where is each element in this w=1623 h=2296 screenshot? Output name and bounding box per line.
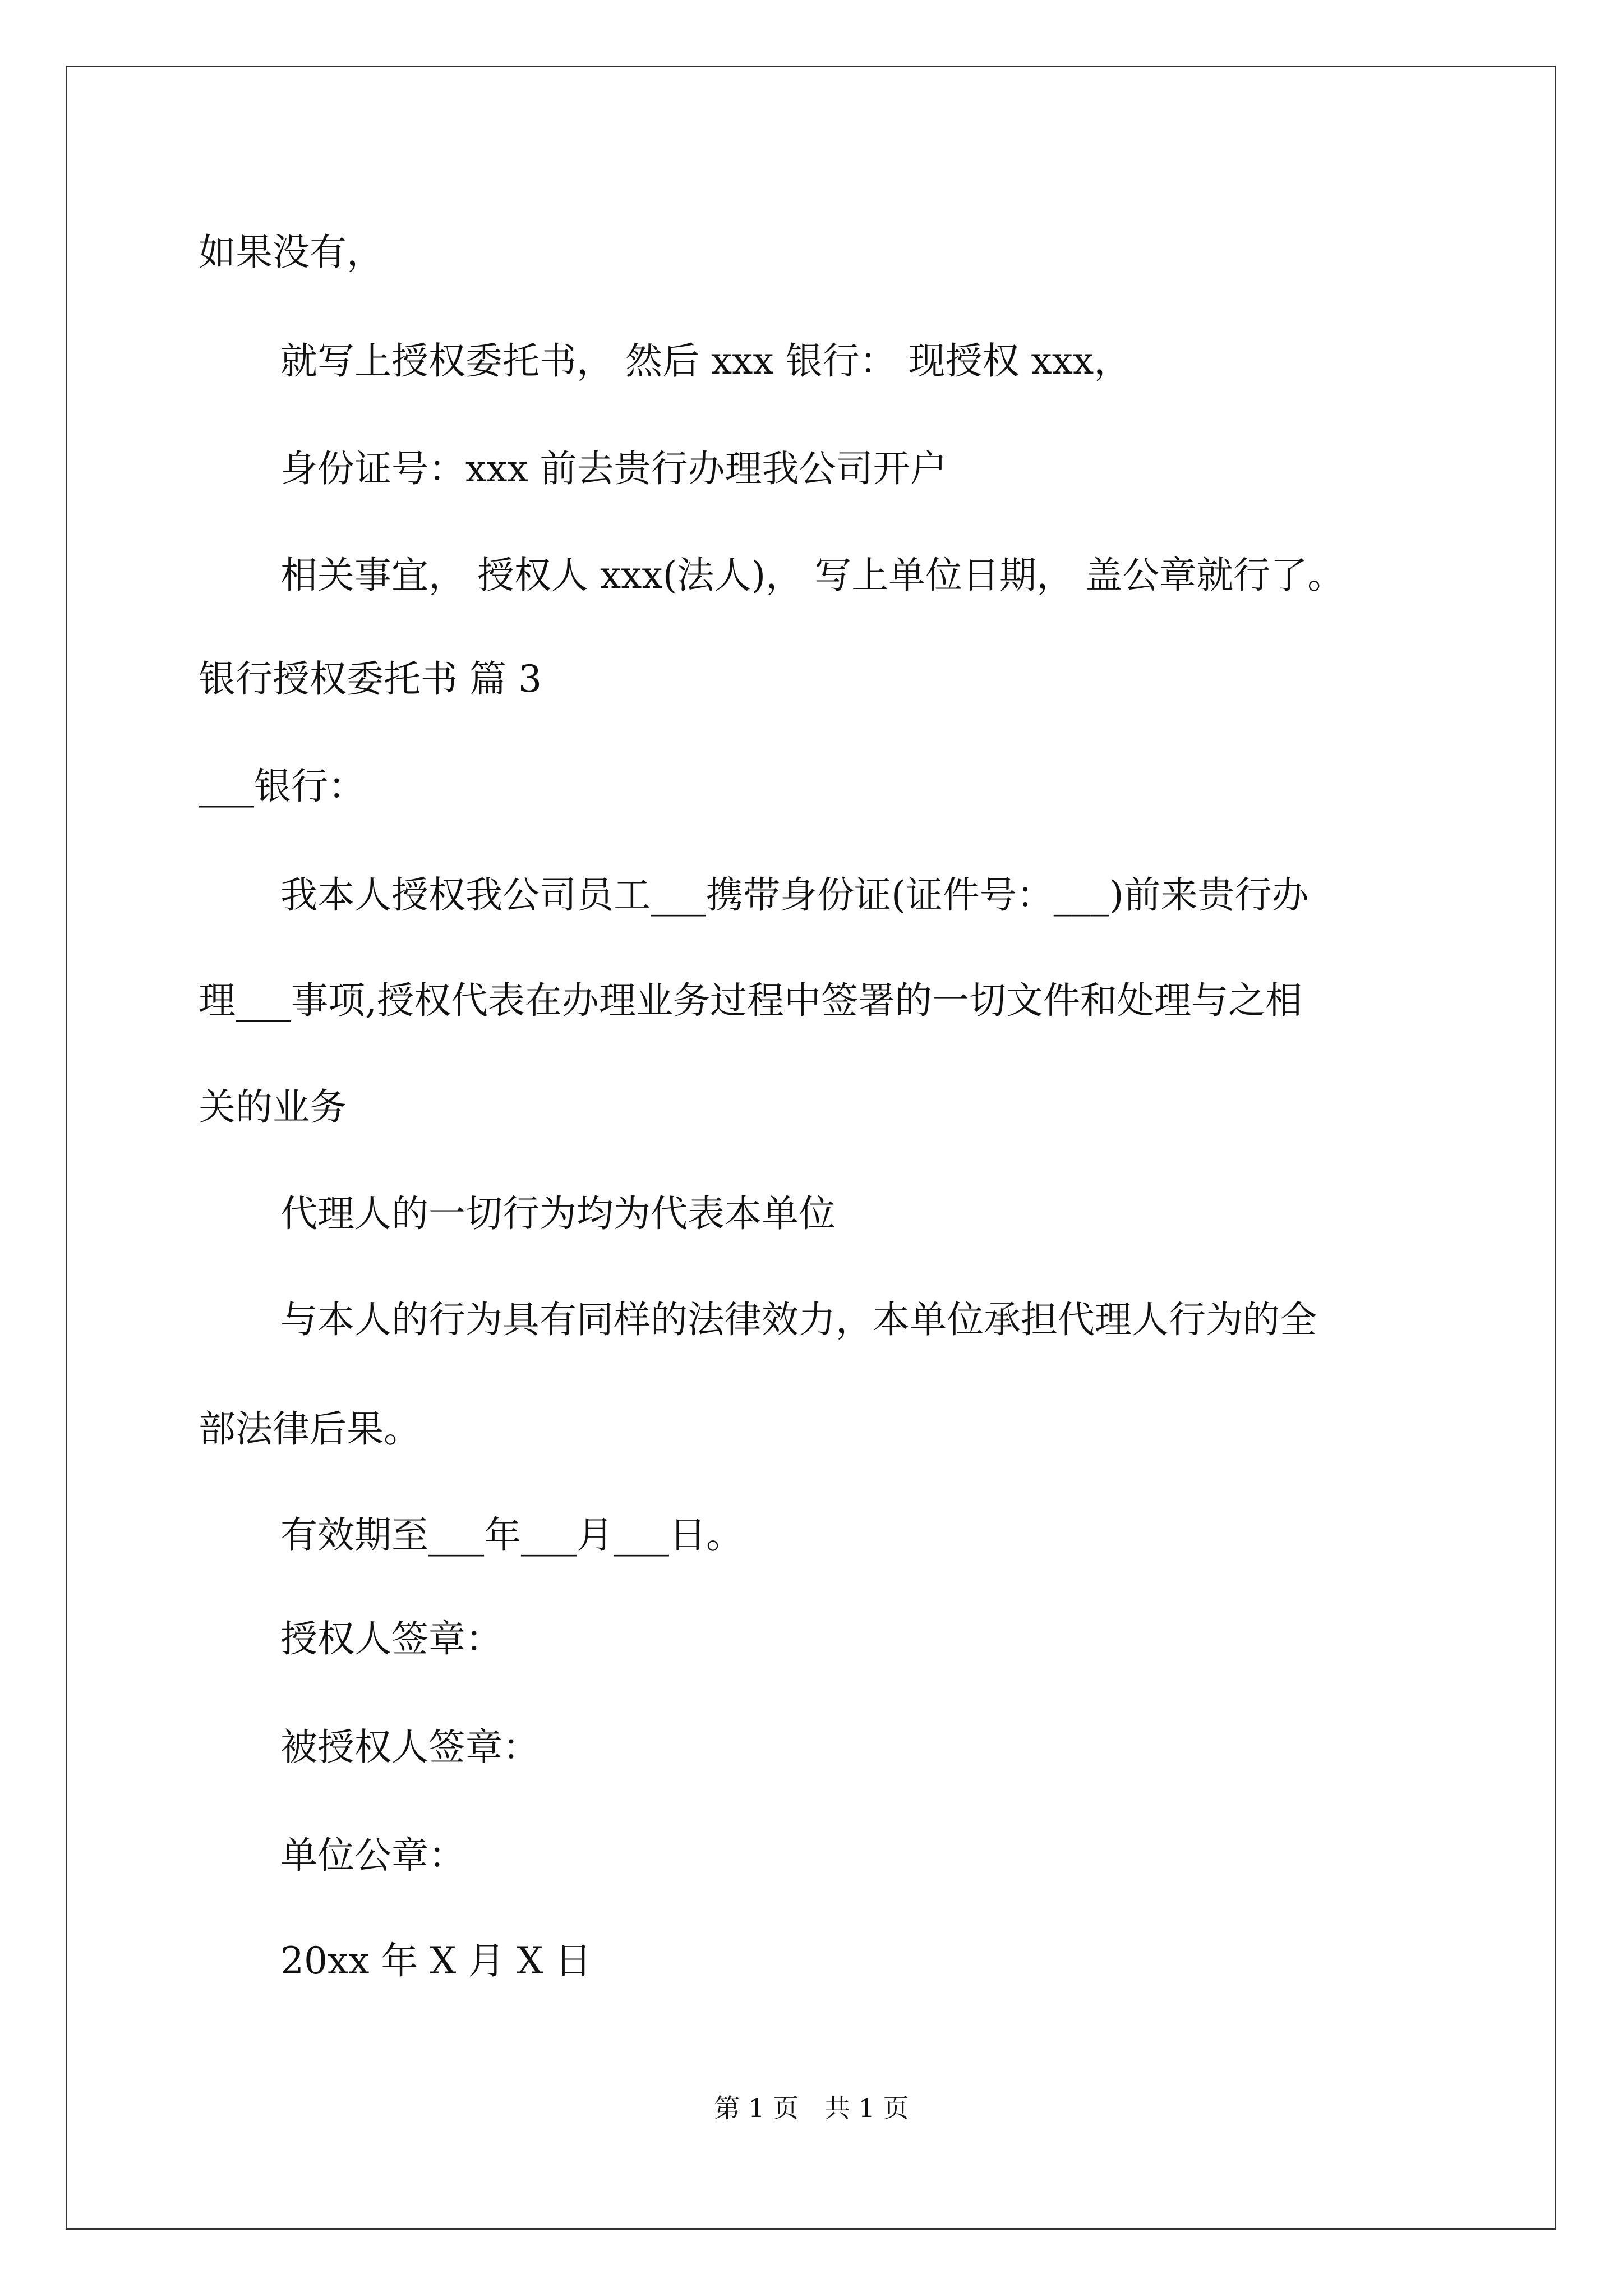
text-line: 部法律后果。 (199, 1407, 421, 1451)
text-line: 单位公章： (280, 1834, 465, 1877)
page-footer: 第 1 页 共 1 页 (714, 2093, 909, 2123)
text-line: 如果没有， (199, 231, 384, 274)
text-line: 授权人签章： (280, 1617, 502, 1660)
text-line: 20xx 年 X 月 X 日 (280, 1939, 592, 1982)
text-line: 相关事宜， 授权人 xxx(法人)， 写上单位日期， 盖公章就行了。 (280, 554, 1345, 597)
text-line: 代理人的一切行为均为代表本单位 (280, 1192, 836, 1235)
text-line: 理___事项,授权代表在办理业务过程中签署的一切文件和处理与之相 (199, 979, 1302, 1022)
text-line: ___银行： (199, 765, 365, 808)
text-line: 被授权人签章： (280, 1726, 540, 1769)
text-line: 身份证号：xxx 前去贵行办理我公司开户 (280, 447, 947, 490)
text-line: 与本人的行为具有同样的法律效力，本单位承担代理人行为的全 (280, 1298, 1317, 1341)
page-border (66, 66, 1556, 2230)
text-line: 有效期至___年___月___日。 (280, 1513, 743, 1557)
text-line: 关的业务 (199, 1085, 347, 1129)
section-heading: 银行授权委托书 篇 3 (199, 657, 542, 701)
text-line: 就写上授权委托书， 然后 xxx 银行： 现授权 xxx， (280, 339, 1131, 383)
text-line: 我本人授权我公司员工___携带身份证(证件号：___)前来贵行办 (280, 873, 1309, 917)
